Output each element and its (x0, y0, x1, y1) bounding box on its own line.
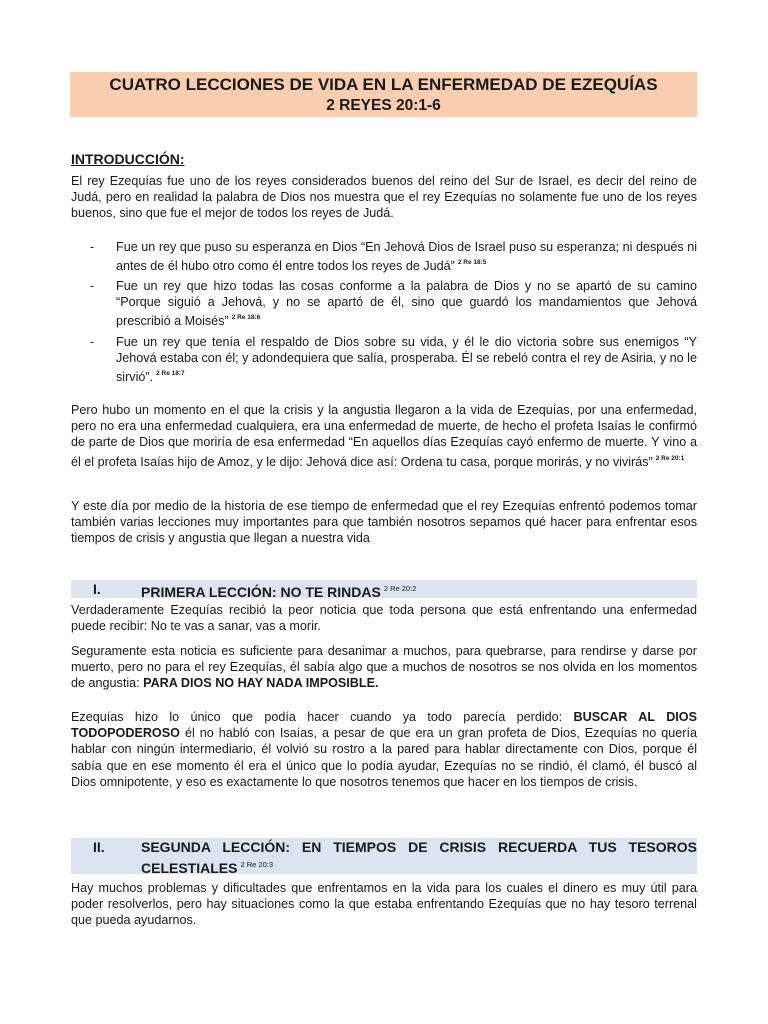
bullet-item-2 (90, 278, 697, 330)
bullet-item-1 (90, 239, 697, 274)
section1-paragraph-2 (71, 643, 697, 692)
section-number: II. (93, 839, 105, 855)
section1-paragraph-1: Verdaderamente Ezequías recibió la peor noticia que toda persona que está enfrentando una enfermedad puede recibir: No te vas a sanar, vas a morir. (71, 603, 697, 634)
paragraph-text: Ezequías hizo lo único que podía hacer cuando ya todo parecía perdido: (71, 710, 563, 724)
intro-paragraph-2 (71, 402, 697, 470)
bible-reference: 2 Re 20:3 (240, 860, 273, 869)
title-box (70, 72, 697, 117)
bullet-text: Fue un rey que hizo todas las cosas conforme a la palabra de Dios y no se apartó de su camino “Porque siguió a Jehová, y no se apartó de él, sino que guardó los mandamientos que Jehová prescribió a Moisés” (116, 279, 697, 329)
bible-reference: 2 Re 20:1 (655, 454, 685, 462)
document-subtitle: 2 REYES 20:1-6 (326, 97, 441, 114)
bullet-text: Fue un rey que tenía el respaldo de Dios sobre su vida, y él le dio victoria sobre sus enemigos “Y Jehová estaba con él; y adondequiera que salía, prosperaba. Él se rebeló contra el rey de Asiria, y no le sirvió”. (116, 335, 697, 385)
section-heading-1 (71, 580, 697, 598)
bullet-dash: - (90, 335, 95, 349)
intro-heading: INTRODUCCIÓN: (71, 151, 185, 167)
document-title: CUATRO LECCIONES DE VIDA EN LA ENFERMEDAD DE EZEQUÍAS (109, 75, 658, 94)
bible-reference: 2 Re 20:2 (383, 584, 417, 593)
intro-paragraph-1: El rey Ezequías fue uno de los reyes considerados buenos del reino del Sur de Israel, es decir del reino de Judá, pero en realidad la palabra de Dios nos muestra que el rey Ezequías no solamente fue uno de los reyes buenos, sino que fue el mejor de todos los reyes de Judá. (71, 174, 697, 221)
bullet-dash: - (90, 279, 95, 293)
bullet-text: Fue un rey que puso su esperanza en Dios “En Jehová Dios de Israel puso su esperanza; ni después ni antes de él hubo otro como él entre todos los reyes de Judá” (116, 240, 697, 274)
bible-reference: 2 Re 18:6 (231, 314, 261, 322)
section-title: PRIMERA LECCIÓN: NO TE RINDAS (141, 584, 381, 600)
paragraph-text: él no habló con Isaías, a pesar de que era un gran profeta de Dios, Ezequías no quería hablar con ningún intermediario, él volvió su rostro a la pared para hablar directamente con Dios, porque él sabía que en ese momento él era el único que lo podía ayudar, Ezequías no se rindió, él clamó, él buscó al Dios omnipotente, y eso es exactamente lo que nosotros tenemos que hacer en los tiempos de crisis. (71, 726, 697, 789)
bible-reference: 2 Re 18:5 (457, 259, 487, 267)
emphasis-text: PARA DIOS NO HAY NADA IMPOSIBLE. (143, 676, 379, 691)
section2-paragraph-1: Hay muchos problemas y dificultades que enfrentamos en la vida para los cuales el dinero es muy útil para poder resolverlos, pero hay situaciones como la que estaba enfrentando Ezequías que no hay tesoro terrenal que pueda ayudarnos. (71, 881, 697, 928)
bible-reference: 2 Re 18:7 (156, 370, 185, 378)
paragraph-text: Pero hubo un momento en el que la crisis y la angustia llegaron a la vida de Ezequías, por una enfermedad, pero no era una enfermedad cualquiera, era una enfermedad de muerte, de hecho el profeta Isaías le confirmó de parte de Dios que moriría de esa enfermedad “En aquellos días Ezequías cayó enfermo de muerte. Y vino a él el profeta Isaías hijo de Amoz, y le dijo: Jehová dice así: Ordena tu casa, porque morirás, y no vivirás” (71, 403, 697, 469)
emphasis-text: BUSCAR AL DIOS TODOPODEROSO (71, 710, 698, 741)
paragraph-text: Seguramente esta noticia es suficiente para desanimar a muchos, para quebrarse, para rendirse y darse por muerto, pero no para el rey Ezequías, él sabía algo que a muchos de nosotros se nos olvida en los momentos de angustia: (71, 644, 697, 691)
intro-paragraph-3: Y este día por medio de la historia de ese tiempo de enfermedad que el rey Ezequías enfrentó podemos tomar también varias lecciones muy importantes para que también nosotros sepamos qué hacer para enfrentar esos tiempos de crisis y angustia que llegan a nuestra vida (71, 499, 697, 546)
section1-paragraph-3 (71, 709, 697, 790)
bullet-item-3 (90, 334, 697, 386)
section-number: I. (93, 581, 101, 597)
section-title: SEGUNDA LECCIÓN: EN TIEMPOS DE CRISIS RECUERDA TUS TESOROS CELESTIALES (141, 839, 697, 876)
section-heading-2 (71, 838, 697, 874)
bullet-dash: - (90, 240, 95, 254)
